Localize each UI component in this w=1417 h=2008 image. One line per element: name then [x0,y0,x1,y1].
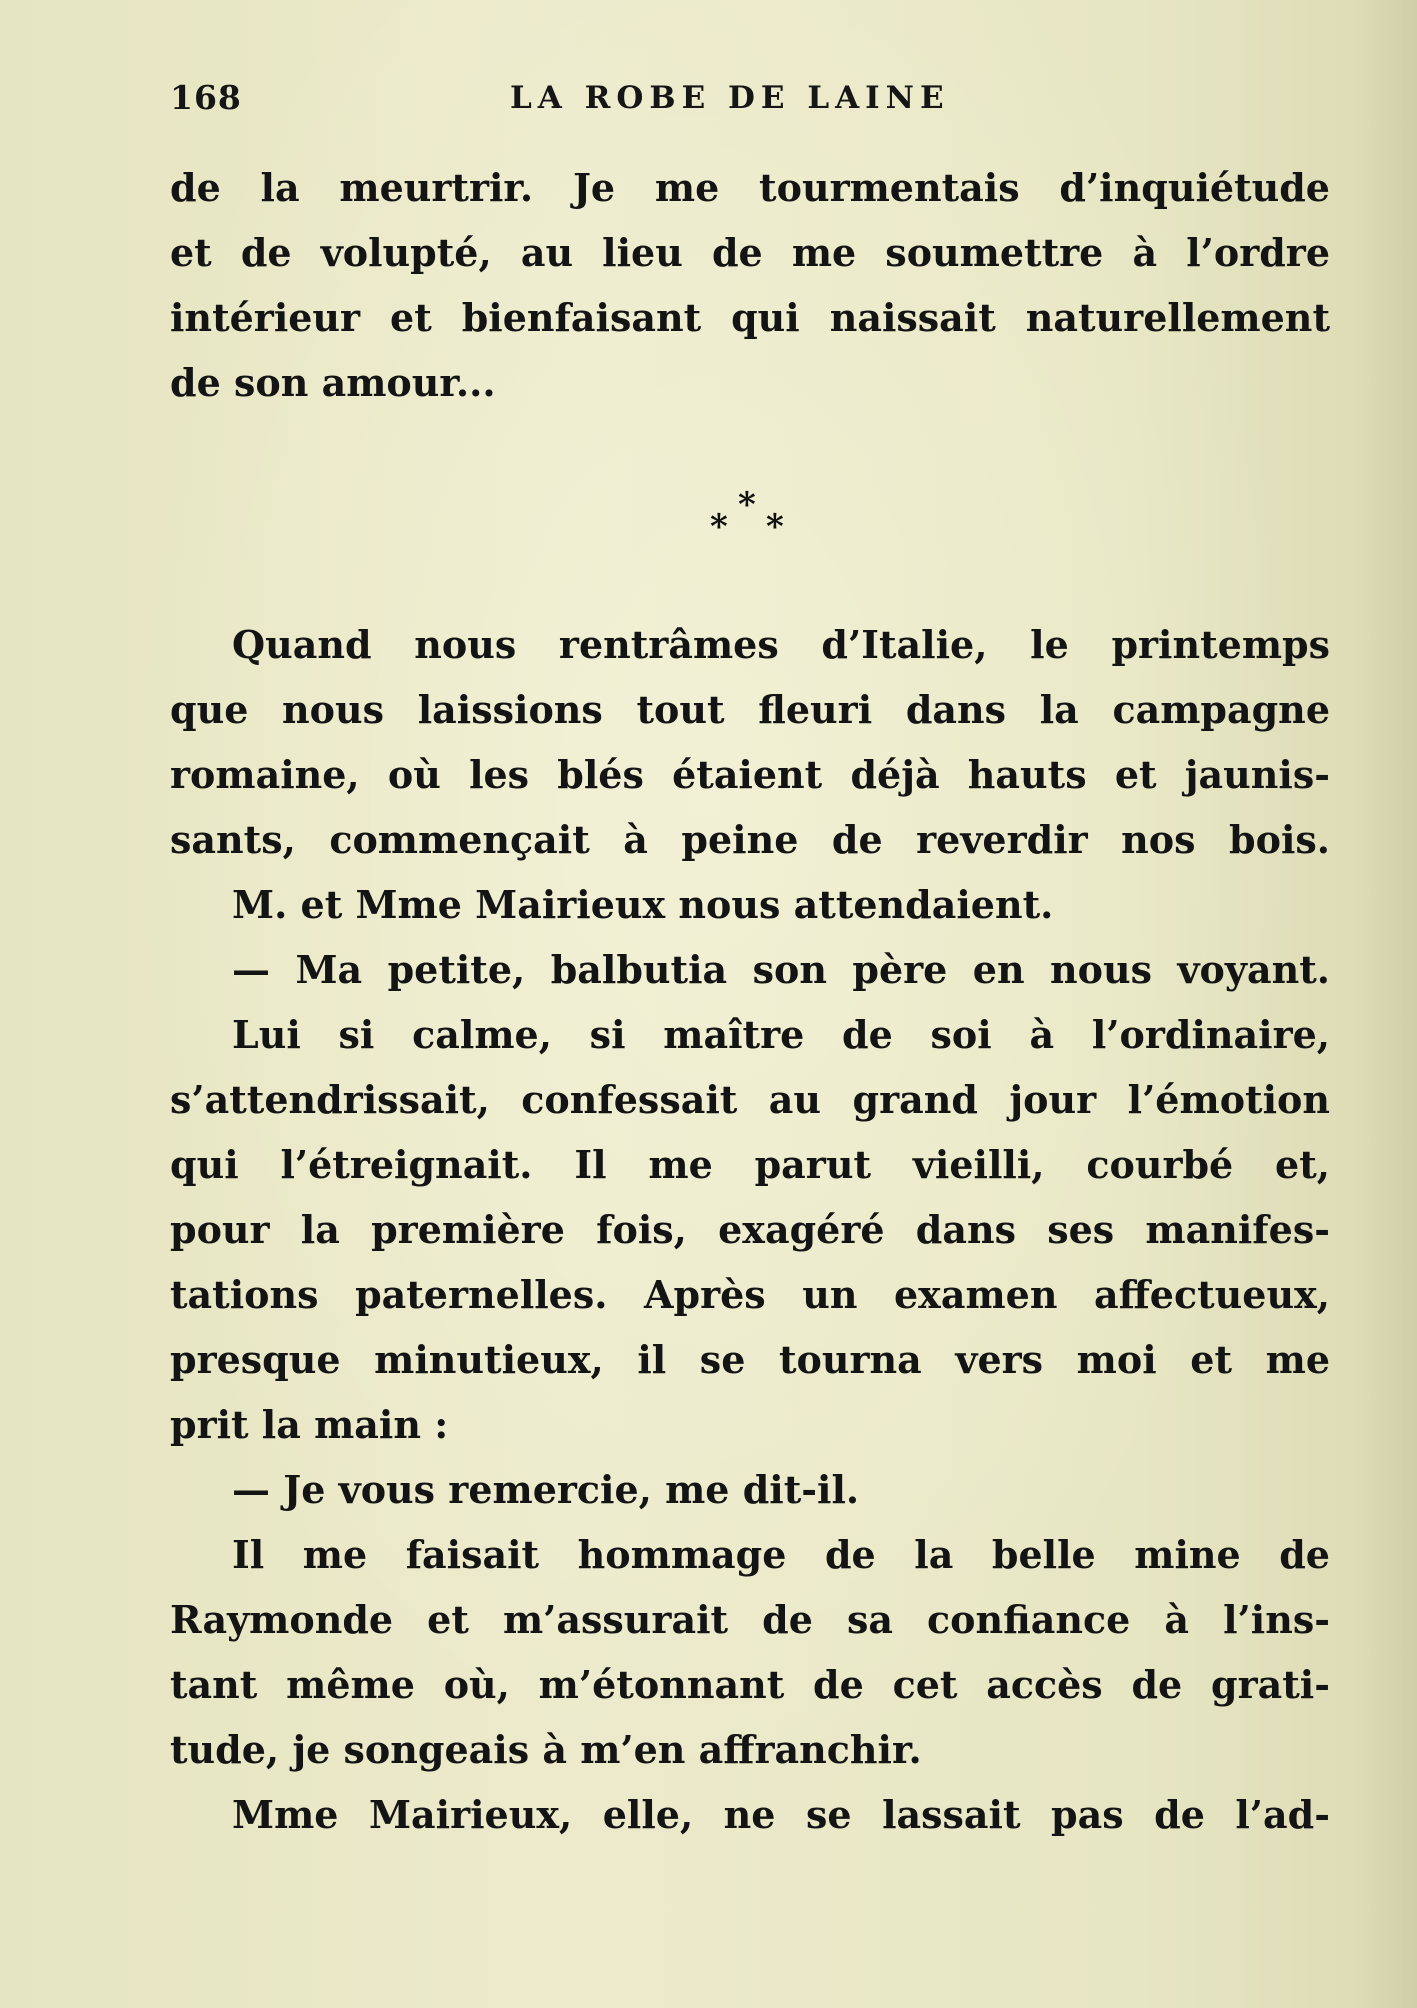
text-line: tude, je songeais à m’en affranchir. [170,1727,922,1772]
paragraph [170,1457,1330,1522]
text-line: sants, commençait à peine de reverdir nos bois. [170,817,1330,862]
text-line: Quand nous rentrâmes d’Italie, le printemps [232,622,1330,667]
text-line: romaine, où les blés étaient déjà hauts et jaunis- [170,752,1330,797]
paragraph [170,612,1330,872]
paragraph [170,872,1330,937]
text-line: pour la première fois, exagéré dans ses manifes- [170,1207,1330,1252]
asterism-star: * [738,485,756,525]
text-line: M. et Mme Mairieux nous attendaient. [232,882,1054,927]
text-line: tations paternelles. Après un examen affectueux, [170,1272,1330,1317]
text-line: Lui si calme, si maître de soi à l’ordinaire, [232,1012,1330,1057]
text-line: presque minutieux, il se tourna vers moi et me [170,1337,1330,1382]
text-line: Mme Mairieux, elle, ne se lassait pas de l’ad- [232,1792,1330,1837]
text-line: prit la main : [170,1402,449,1447]
text-line: que nous laissions tout fleuri dans la campagne [170,687,1330,732]
text-line: qui l’étreignait. Il me parut vieilli, courbé et, [170,1142,1330,1187]
text-line: — Ma petite, balbutia son père en nous voyant. [232,947,1330,992]
asterism-section-break [710,485,790,558]
text-line: de son amour... [170,360,496,405]
text-line: Raymonde et m’assurait de sa confiance à l’ins- [170,1597,1330,1642]
text-before-break [170,155,1330,415]
paragraph [170,1002,1330,1457]
asterism-star: * [766,507,784,547]
text-line: de la meurtrir. Je me tourmentais d’inquiétude [170,165,1330,210]
text-after-break [170,612,1330,1847]
text-line: Il me faisait hommage de la belle mine de [232,1532,1330,1577]
text-line: intérieur et bienfaisant qui naissait naturellement [170,295,1330,340]
running-title: LA ROBE DE LAINE [510,80,950,116]
text-line: s’attendrissait, confessait au grand jour l’émotion [170,1077,1330,1122]
asterism-star: * [710,507,728,547]
page-number: 168 [170,78,242,117]
text-line: tant même où, m’étonnant de cet accès de grati- [170,1662,1330,1707]
text-line: — Je vous remercie, me dit-il. [232,1467,860,1512]
paragraph [170,155,1330,415]
text-line: et de volupté, au lieu de me soumettre à l’ordre [170,230,1330,275]
running-head [170,78,1010,128]
paragraph [170,937,1330,1002]
paragraph [170,1782,1330,1847]
paragraph [170,1522,1330,1782]
